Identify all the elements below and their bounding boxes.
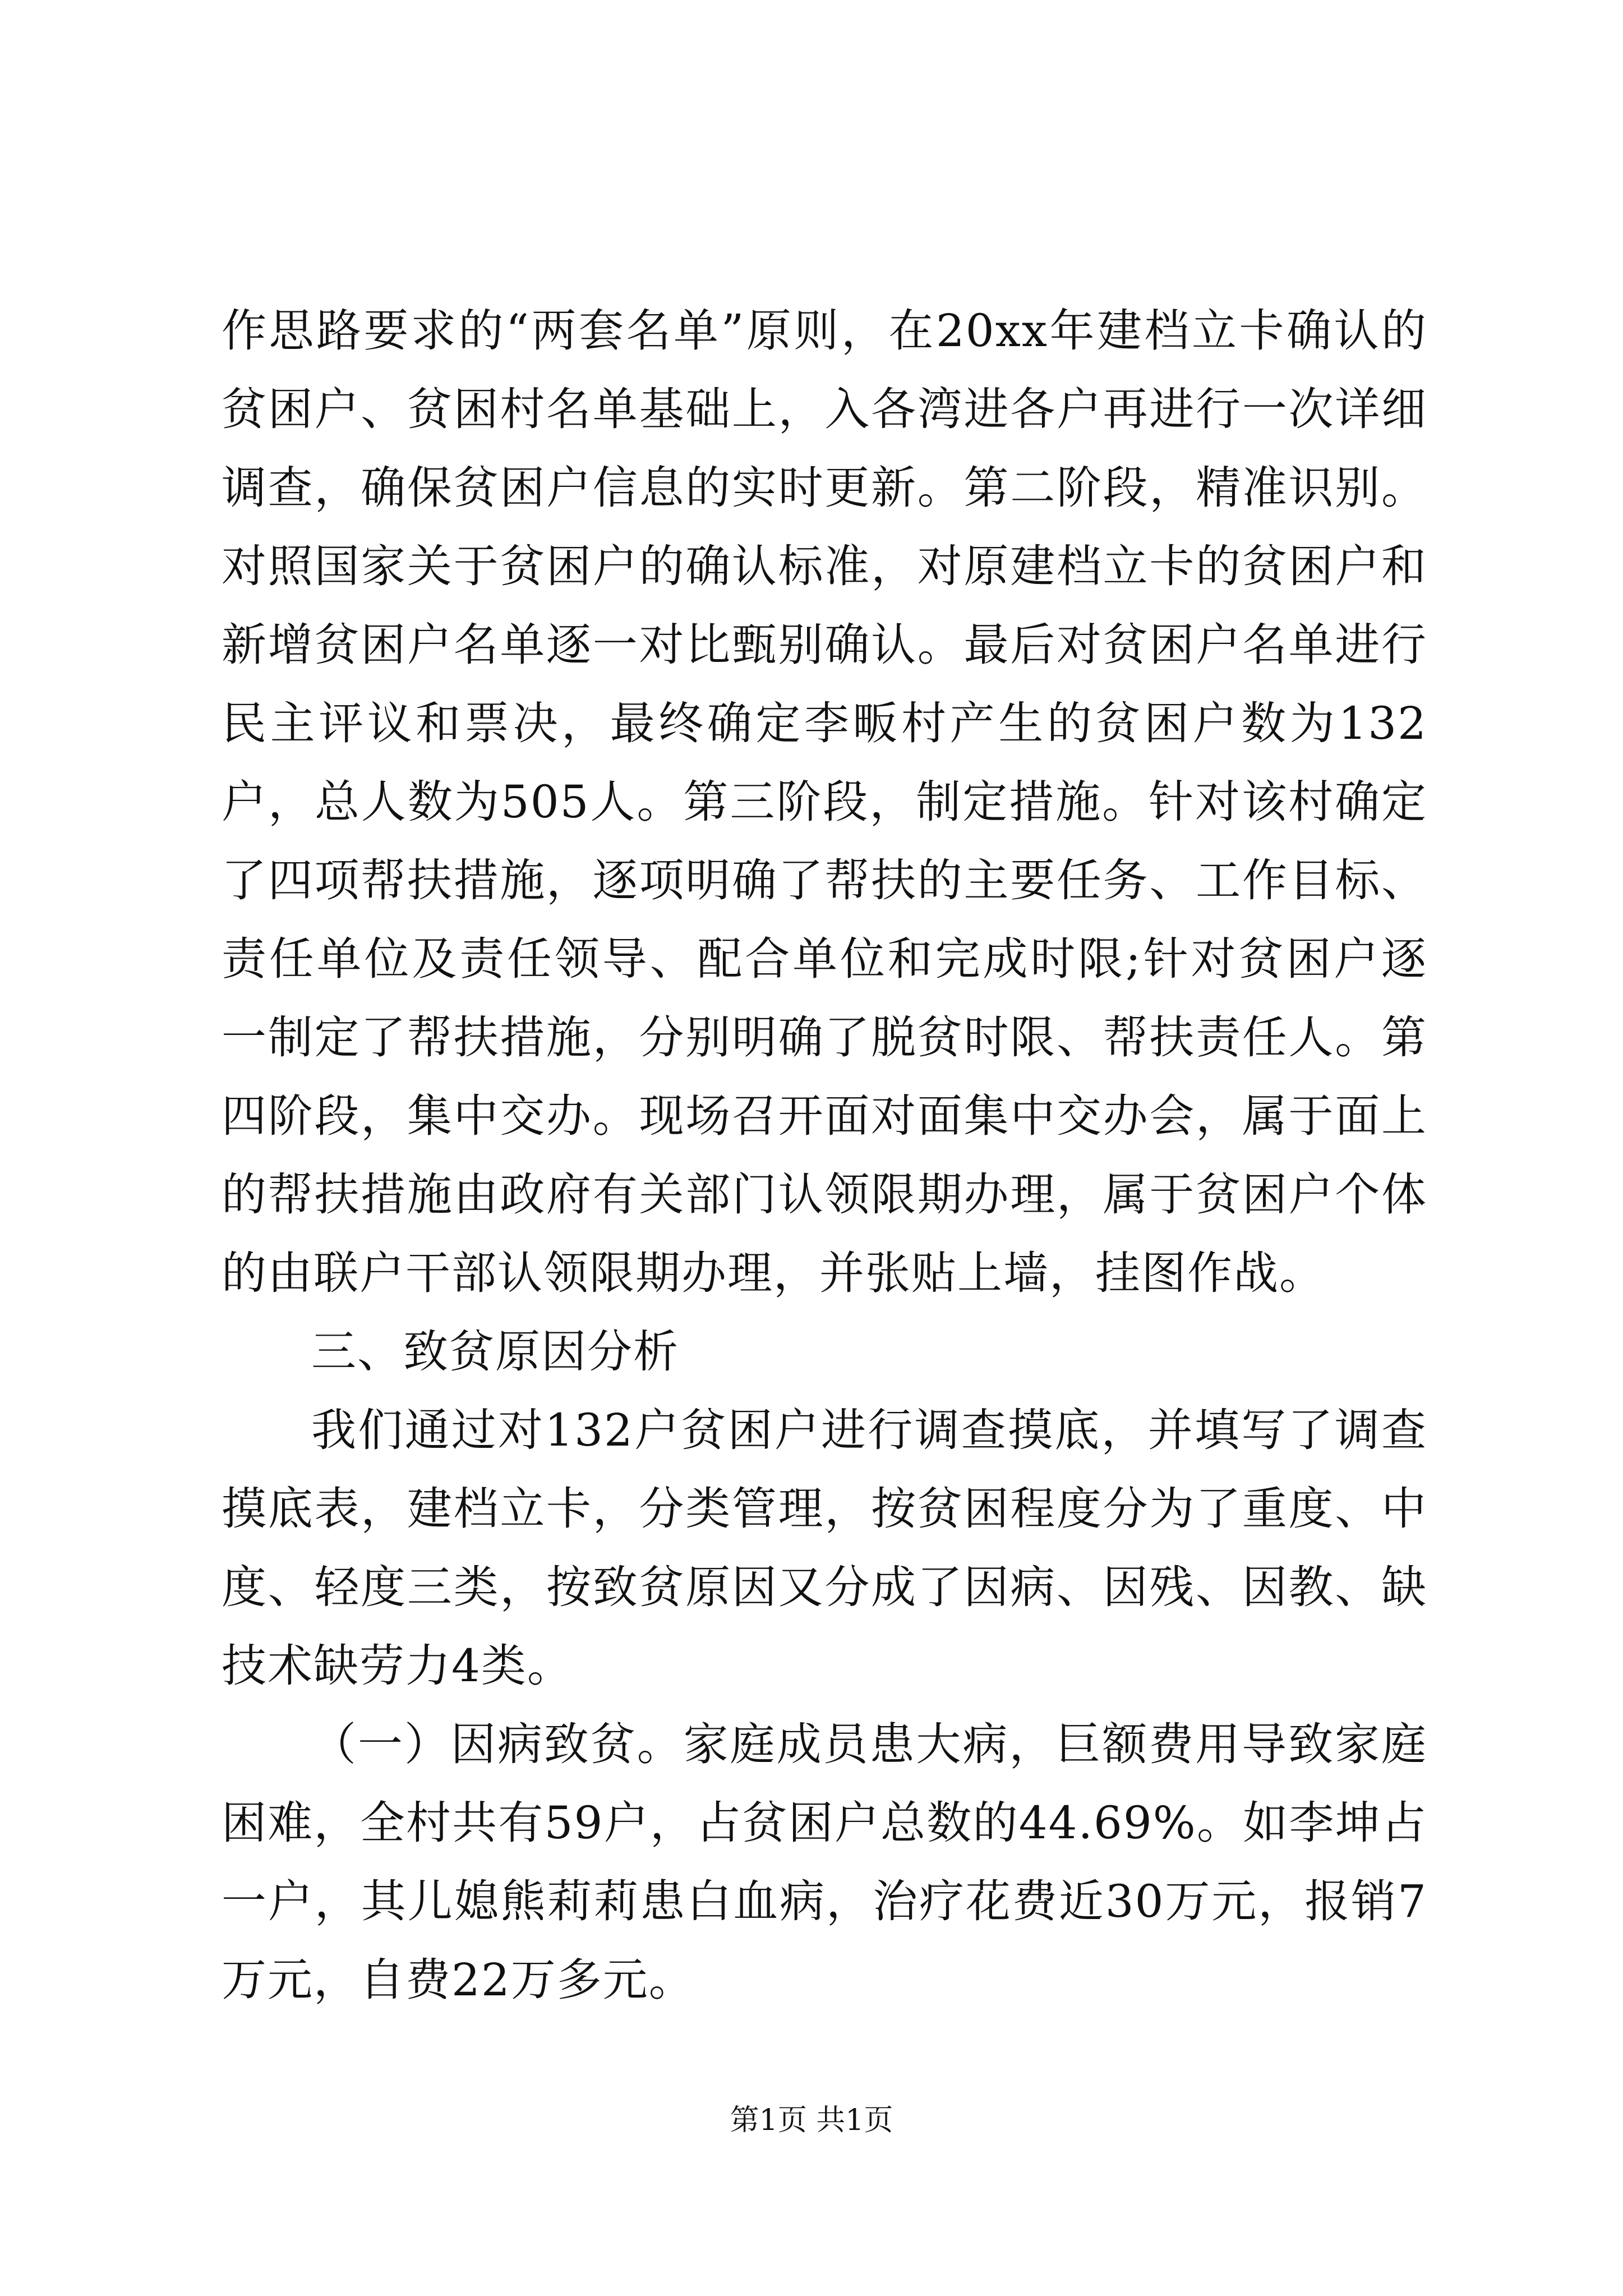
paragraph-analysis-intro: 我们通过对132户贫困户进行调查摸底，并填写了调查摸底表，建档立卡，分类管理，按贫困程度分为了重度、中度、轻度三类，按致贫原因又分成了因病、因残、因教、缺技术缺劳力4类。 xyxy=(222,1404,1427,1692)
paragraph-illness-poverty: （一）因病致贫。家庭成员患大病，巨额费用导致家庭困难，全村共有59户，占贫困户总数的44.69%。如李坤占一户，其儿媳熊莉莉患白血病，治疗花费近30万元，报销7万元，自费22万多元。 xyxy=(222,1718,1427,2006)
paragraph-continuation: 作思路要求的“两套名单”原则，在20xx年建档立卡确认的贫困户、贫困村名单基础上，入各湾进各户再进行一次详细调查，确保贫困户信息的实时更新。第二阶段，精准识别。对照国家关于贫困户的确认标准，对原建档立卡的贫困户和新增贫困户名单逐一对比甄别确认。最后对贫困户名单进行民主评议和票决，最终确定李畈村产生的贫困户数为132户，总人数为505人。第三阶段，制定措施。针对该村确定了四项帮扶措施，逐项明确了帮扶的主要任务、工作目标、责任单位及责任领导、配合单位和完成时限;针对贫困户逐一制定了帮扶措施，分别明确了脱贫时限、帮扶责任人。第四阶段，集中交办。现场召开面对面集中交办会，属于面上的帮扶措施由政府有关部门认领限期办理，属于贫困户个体的由联户干部认领限期办理，并张贴上墙，挂图作战。 xyxy=(222,305,1427,1299)
body-text xyxy=(222,292,1427,2019)
page-number-footer: 第1页 共1页 xyxy=(730,2104,893,2137)
section-heading: 三、致贫原因分析 xyxy=(311,1326,679,1378)
